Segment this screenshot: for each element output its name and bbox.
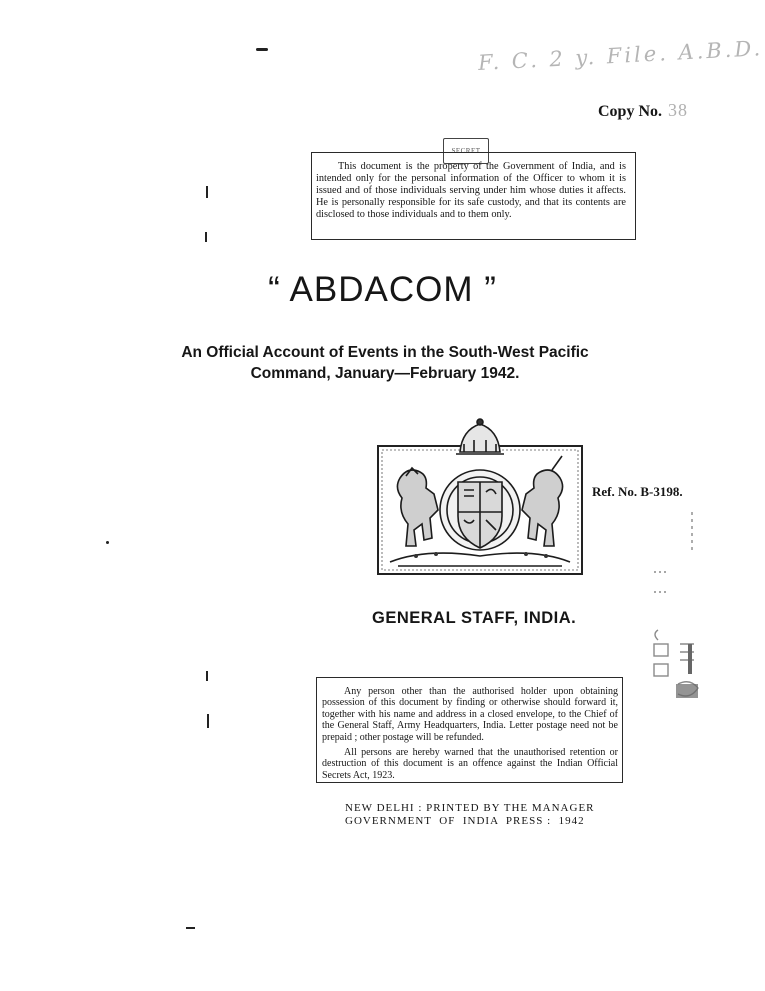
scan-mark — [207, 714, 209, 728]
faded-archive-stamp — [650, 512, 710, 712]
scan-mark — [205, 232, 207, 242]
handwritten-note: F. C. 2 y. File. A.B.D. — [477, 36, 764, 76]
scan-mark — [186, 927, 195, 929]
copy-number-label: Copy No. — [598, 103, 663, 120]
document-subtitle — [180, 342, 590, 384]
scan-mark — [256, 48, 268, 51]
copy-number-value: 38 — [668, 100, 689, 120]
property-notice-text: This document is the property of the Government of India, and is intended only for the personal information of the Officer to whom it is issued and of those individuals serving under him whose duties it affects. He is personally responsible for its safe custody, and that its contents are disclosed to those individuals and to them only. — [316, 161, 626, 220]
document-title: “ ABDACOM ” — [268, 270, 497, 309]
royal-coat-of-arms-icon — [376, 416, 584, 578]
reference-number: Ref. No. B-3198. — [592, 484, 683, 499]
copy-number — [598, 100, 688, 121]
scan-mark — [206, 186, 208, 198]
return-notice-box — [316, 677, 623, 783]
property-notice-box — [311, 152, 636, 240]
printer-line-2: GOVERNMENT OF INDIA PRESS : 1942 — [345, 815, 585, 827]
subtitle-line-2: Command, January—February 1942. — [250, 365, 520, 382]
scan-mark — [206, 671, 208, 681]
scan-mark — [106, 541, 109, 544]
secrets-act-warning: All persons are hereby warned that the unauthorised retention or destruction of this document is an offence against the Indian Official Secrets Act, 1923. — [322, 747, 618, 781]
secret-stamp: SECRET — [443, 138, 489, 164]
subtitle-line-1: An Official Account of Events in the South-West Pacific — [181, 344, 589, 361]
return-instructions: Any person other than the authorised holder upon obtaining possession of this document by finding or otherwise should forward it, together with his name and address in a closed envelope, to the Chief of the General Staff, Army Headquarters, India. Letter postage need not be prepaid ; other postage will be refunded. — [322, 686, 618, 743]
printer-line-1: NEW DELHI : PRINTED BY THE MANAGER — [345, 802, 595, 814]
issuing-authority: GENERAL STAFF, INDIA. — [372, 609, 577, 627]
printer-imprint — [345, 802, 595, 828]
